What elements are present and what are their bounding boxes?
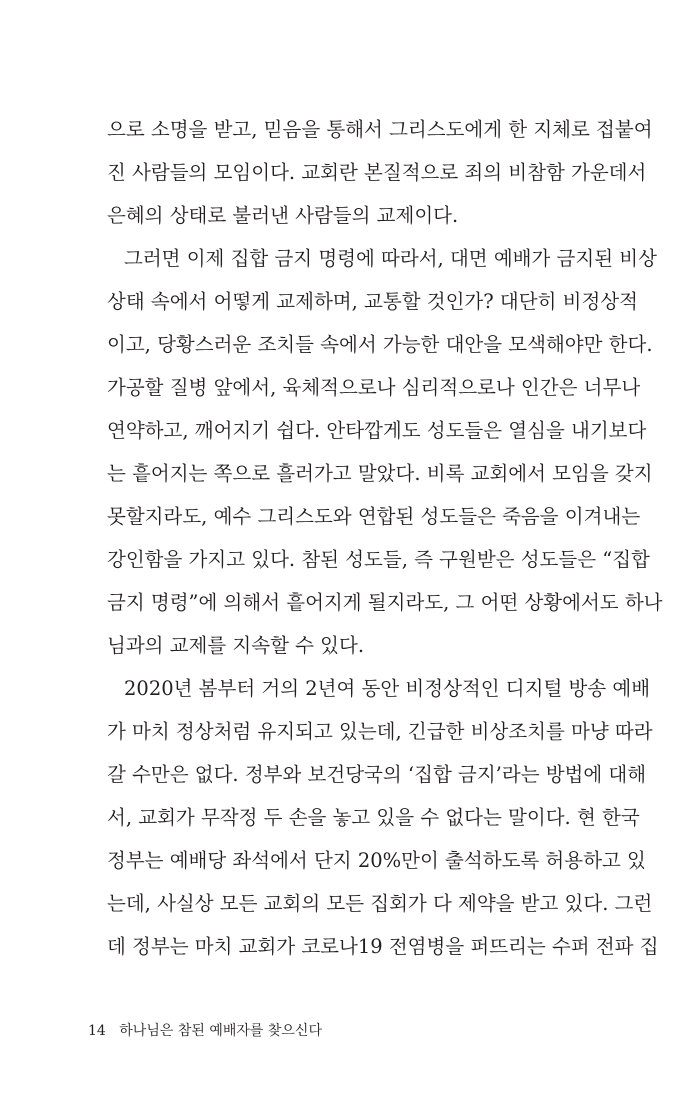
text-line: 상태 속에서 어떻게 교제하며, 교통할 것인가? 대단히 비정상적 (107, 290, 638, 313)
text-line: 갈 수만은 없다. 정부와 보건당국의 ‘집합 금지’라는 방법에 대해 (107, 763, 647, 786)
page-footer (88, 1022, 322, 1040)
text-line: 서, 교회가 무작정 두 손을 놓고 있을 수 없다는 말이다. 현 한국 (107, 806, 640, 829)
text-line: 는 흩어지는 쪽으로 흘러가고 말았다. 비록 교회에서 모임을 갖지 (107, 462, 653, 485)
text-line: 2020년 봄부터 거의 2년여 동안 비정상적인 디지털 방송 예배 (124, 677, 651, 700)
text-line: 연약하고, 깨어지기 쉽다. 안타깝게도 성도들은 열심을 내기보다 (107, 419, 647, 442)
text-line: 이고, 당황스러운 조치들 속에서 가능한 대안을 모색해야만 한다. (107, 333, 653, 356)
text-line: 데 정부는 마치 교회가 코로나19 전염병을 퍼뜨리는 수퍼 전파 집 (107, 935, 659, 958)
text-line: 그러면 이제 집합 금지 명령에 따라서, 대면 예배가 금지된 비상 (124, 247, 657, 270)
text-line: 는데, 사실상 모든 교회의 모든 집회가 다 제약을 받고 있다. 그런 (107, 892, 653, 915)
text-line: 가공할 질병 앞에서, 육체적으로나 심리적으로나 인간은 너무나 (107, 376, 641, 399)
text-line: 가 마치 정상처럼 유지되고 있는데, 긴급한 비상조치를 마냥 따라 (107, 720, 653, 743)
text-line: 정부는 예배당 좌석에서 단지 20%만이 출석하도록 허용하고 있 (107, 849, 646, 872)
text-line: 으로 소명을 받고, 믿음을 통해서 그리스도에게 한 지체로 접붙여 (107, 118, 653, 141)
text-line: 은혜의 상태로 불러낸 사람들의 교제이다. (107, 204, 459, 227)
text-line: 진 사람들의 모임이다. 교회란 본질적으로 죄의 비참함 가운데서 (107, 161, 647, 184)
text-line: 강인함을 가지고 있다. 참된 성도들, 즉 구원받은 성도들은 “집합 (107, 548, 650, 571)
text-line: 못할지라도, 예수 그리스도와 연합된 성도들은 죽음을 이겨내는 (107, 505, 641, 528)
page-number: 14 (88, 1023, 106, 1039)
text-line: 금지 명령”에 의해서 흩어지게 될지라도, 그 어떤 상황에서도 하나 (107, 591, 663, 614)
running-title: 하나님은 참된 예배자를 찾으신다 (119, 1023, 322, 1039)
text-line: 님과의 교제를 지속할 수 있다. (107, 634, 365, 657)
